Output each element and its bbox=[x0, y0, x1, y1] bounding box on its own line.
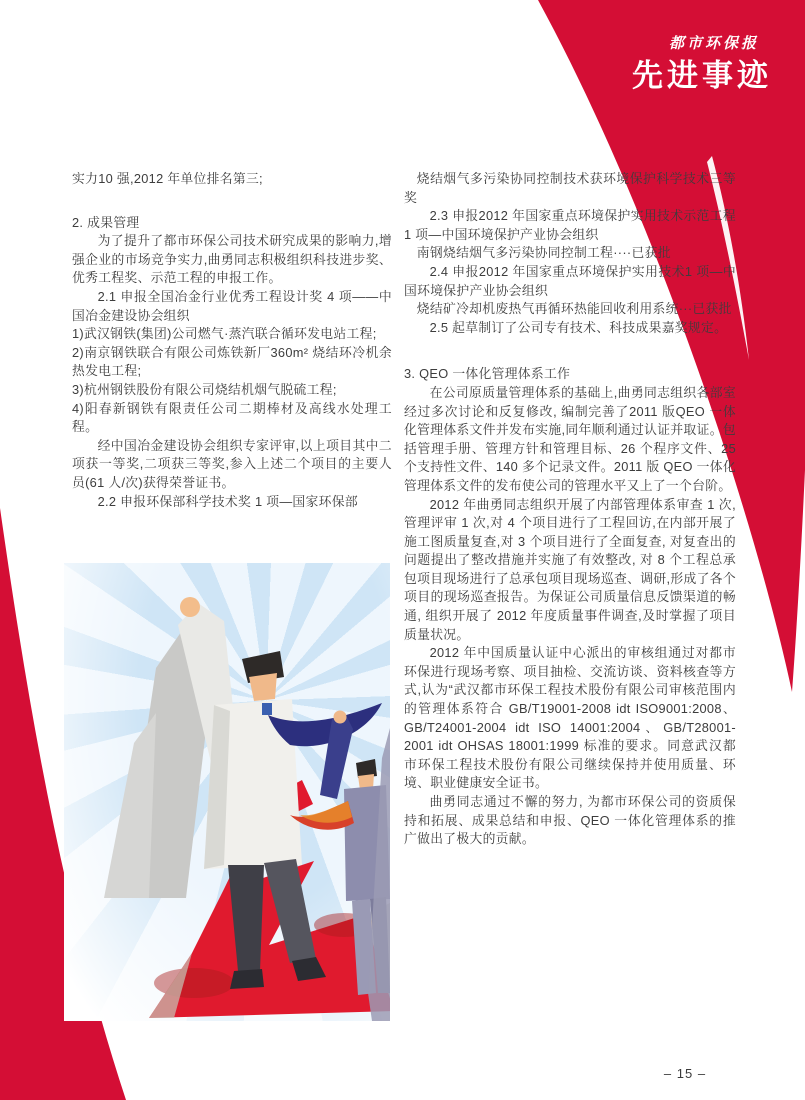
paragraph: 1)武汉钢铁(集团)公司燃气·蒸汽联合循环发电站工程; bbox=[72, 326, 377, 342]
paragraph: 为了提升了都市环保公司技术研究成果的影响力,增强企业的市场竞争实力,曲勇同志积极组织科技进步奖、优秀工程奖、示范工程的申报工作。 bbox=[72, 233, 392, 286]
paragraph: 实力10 强,2012 年单位排名第三; bbox=[72, 171, 263, 186]
paragraph: 4)阳春新钢铁有限责任公司二期棒材及高线水处理工程。 bbox=[72, 400, 392, 435]
paragraph: 3. QEO 一体化管理体系工作 bbox=[404, 366, 571, 382]
left-column bbox=[72, 170, 392, 511]
paragraph: 2012 年曲勇同志组织开展了内部管理体系审查 1 次,管理评审 1 次,对 4 个项目进行了工程回访,在内部开展了施工图质量复查,对 3 个项目进行了全面复查, 对复查出的问题提出了整改措施并实施了有效整改, 对 8 个工程总承包项目现场进行了总承包项目现场巡查、调研,形成了各个项目的现场巡查报告。为保证公司质量信息反馈渠道的畅通, 组织开展了 2012 年度质量事件调查,及时掌握了项目质量状况。 bbox=[404, 496, 736, 642]
paragraph: 2.1 申报全国冶金行业优秀工程设计奖 4 项——中国冶金建设协会组织 bbox=[72, 288, 392, 323]
paragraph: 2.5 起草制订了公司专有技术、科技成果嘉奖规定。 bbox=[429, 319, 728, 335]
paragraph: 经中国冶金建设协会组织专家评审,以上项目其中二项获一等奖,二项获三等奖,参入上述二个项目的主要人员(61 人/次)获得荣誉证书。 bbox=[72, 437, 392, 490]
paragraph: 2.2 申报环保部科学技术奖 1 项—国家环保部 bbox=[97, 493, 358, 509]
paragraph: 2012 年中国质量认证中心派出的审核组通过对都市环保进行现场考察、项目抽检、交流访谈、资料核查等方式,认为“武汉都市环保工程技术股份有限公司审核范围内的管理体系符合 GB/T19001-2008 idt ISO9001:2008、GB/T24001-2004 idt ISO 14001:2004、GB/T28001-2001 idt OHSAS 18001:1999 标准的要求。同意武汉都市环保工程技术股份有限公司继续保持并使用质量、环境、职业健康安全证书。 bbox=[404, 645, 736, 791]
paragraph: 烧结烟气多污染协同控制技术获环境保护科学技术三等奖 bbox=[404, 171, 736, 205]
paragraph: 南钢烧结烟气多污染协同控制工程····已获批 bbox=[416, 245, 671, 261]
paragraph: 2.3 申报2012 年国家重点环境保护实用技术示范工程1 项—中国环境保护产业协会组织 bbox=[404, 208, 736, 242]
paragraph: 在公司原质量管理体系的基础上,曲勇同志组织各部室经过多次讨论和反复修改, 编制完善了2011 版QEO 一体化管理体系文件并发布实施,同年顺利通过认证并取证。包括管理手册、管理方针和管理目标、26 个程序文件、25 个支持性文件、140 多个记录文件。2011 版 QEO 一体化管理体系文件的发布使公司的管理水平又上了一个台阶。 bbox=[404, 384, 736, 493]
right-column bbox=[404, 170, 736, 849]
page-title: 先进事迹 bbox=[632, 58, 772, 93]
paragraph: 烧结矿冷却机废热气再循环热能回收利用系统···已获批 bbox=[416, 301, 732, 317]
paragraph: 2. 成果管理 bbox=[72, 214, 140, 230]
paragraph: 2.4 申报2012 年国家重点环境保护实用技术1 项—中国环境保护产业协会组织 bbox=[404, 263, 736, 298]
paragraph: 2)南京钢铁联合有限公司炼铁新厂360m² 烧结环冷机余热发电工程; bbox=[72, 344, 392, 379]
paragraph: 曲勇同志通过不懈的努力, 为都市环保公司的资质保持和拓展、成果总结和申报、QEO 一体化管理体系的推广做出了极大的贡献。 bbox=[404, 794, 736, 847]
masthead-logo: 都市环保报 bbox=[668, 35, 759, 52]
page-number: – 15 – bbox=[663, 1066, 707, 1081]
paragraph: 3)杭州钢铁股份有限公司烧结机烟气脱硫工程; bbox=[72, 381, 337, 397]
celebration-illustration bbox=[64, 563, 390, 1021]
